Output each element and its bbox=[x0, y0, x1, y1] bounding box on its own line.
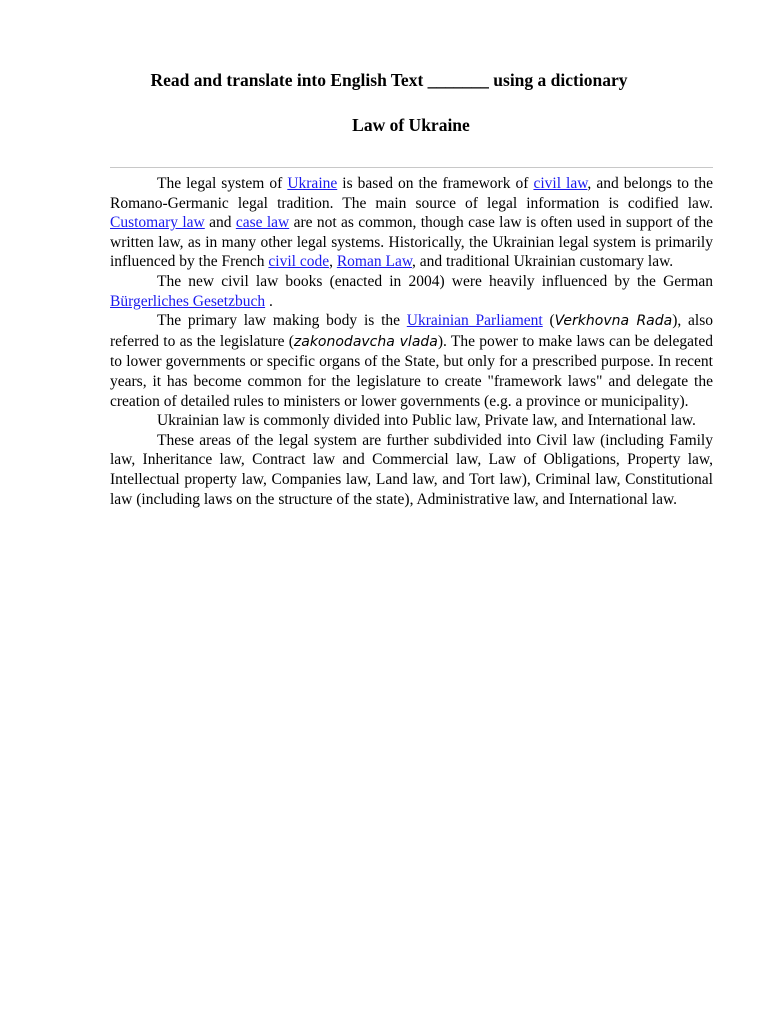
link-burgerliches-gesetzbuch[interactable]: Bürgerliches Gesetzbuch bbox=[110, 292, 266, 310]
text-span: The new civil law books (enacted in 2004) were heavily influenced by the German bbox=[157, 272, 713, 290]
text-span: ), also referred to as the legislature ( bbox=[110, 312, 714, 350]
text-span: , and belongs to the Romano-Germanic legal tradition. The main source of legal information is codified law. bbox=[110, 175, 713, 212]
text-span: ( bbox=[542, 312, 555, 330]
link-civil-law[interactable]: civil law bbox=[533, 175, 588, 192]
text-span: is based on the framework of bbox=[337, 175, 534, 192]
paragraph-law-making-body bbox=[110, 311, 713, 411]
document-body bbox=[110, 174, 713, 509]
text-span: and bbox=[204, 214, 236, 232]
link-customary-law[interactable]: Customary law bbox=[110, 214, 205, 232]
link-ukrainian-parliament[interactable]: Ukrainian Parliament bbox=[406, 312, 543, 330]
text-span: ). The power to make laws can be delegated to lower governments or specific organs of the State, but only for a prescribed purpose. In recent years, it has become common for the legislature to create "framework laws" and delegate the creation of detailed rules to ministers or lower governments (e.g. a province or municipality). bbox=[110, 332, 713, 410]
text-span: The legal system of bbox=[157, 175, 288, 192]
italic-verkhovna-rada: Verkhovna Rada bbox=[554, 313, 673, 330]
link-case-law[interactable]: case law bbox=[235, 214, 290, 232]
document-title: Law of Ukraine bbox=[352, 115, 470, 135]
link-civil-code[interactable]: civil code bbox=[268, 253, 330, 271]
italic-zakonodavcha-vlada: zakonodavcha vlada bbox=[293, 333, 438, 350]
text-span: , and traditional Ukrainian customary law. bbox=[412, 253, 674, 271]
paragraph-law-divisions: Ukrainian law is commonly divided into Public law, Private law, and International law. bbox=[157, 412, 696, 430]
text-span: . bbox=[265, 292, 273, 310]
instruction-heading: Read and translate into English Text _______ using a dictionary bbox=[150, 70, 628, 90]
horizontal-divider bbox=[110, 167, 713, 168]
link-roman-law[interactable]: Roman Law bbox=[336, 253, 413, 271]
link-ukraine[interactable]: Ukraine bbox=[287, 175, 338, 192]
paragraph-legal-system bbox=[110, 174, 713, 272]
paragraph-civil-law-books bbox=[110, 272, 713, 311]
text-span: , bbox=[329, 253, 337, 271]
text-span: The primary law making body is the bbox=[157, 312, 407, 330]
paragraph-law-subdivisions: These areas of the legal system are further subdivided into Civil law (including Family law, Inheritance law, Contract law and Commercial law, Law of Obligations, Property law, Intellectual property law, Companies law, Land law, and Tort law), Criminal law, Constitutional law (including laws on the structure of the state), Administrative law, and International law. bbox=[110, 431, 713, 508]
text-span: are not as common, though case law is often used in support of the written law, as in many other legal systems. Historically, the Ukrainian legal system is primarily influenced by the French bbox=[110, 214, 713, 271]
